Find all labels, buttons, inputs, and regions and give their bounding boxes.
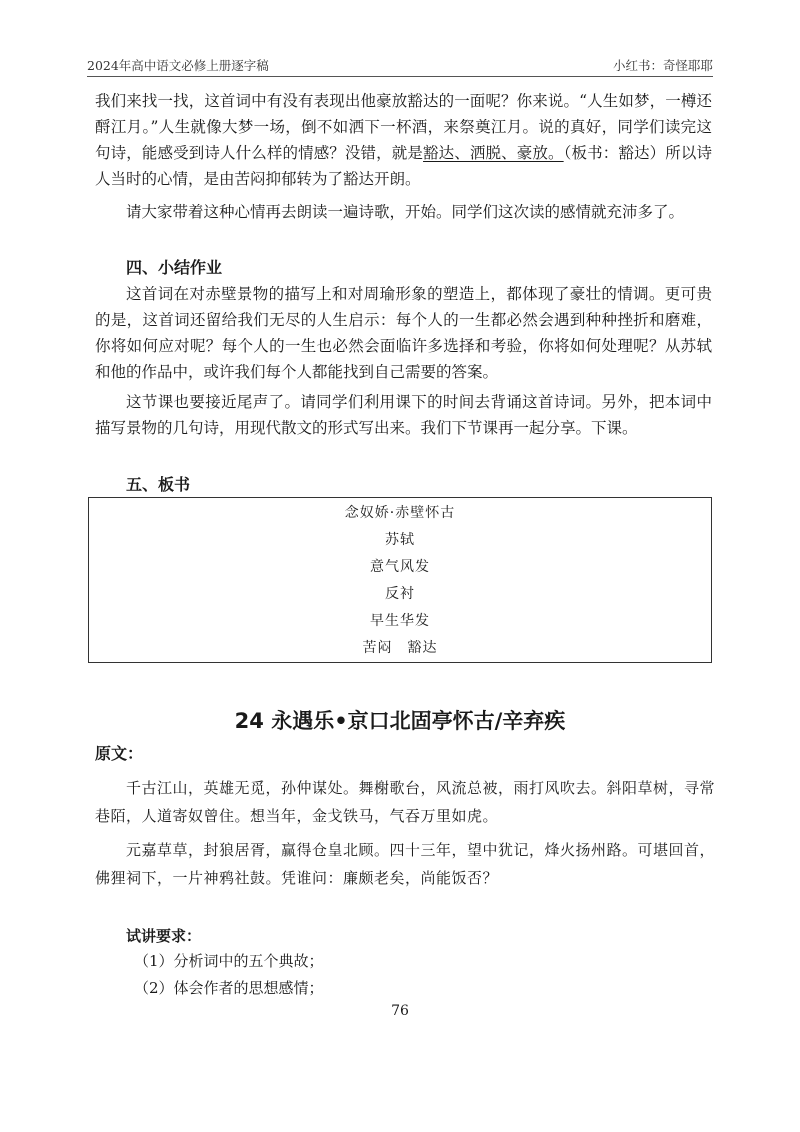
blackboard-box bbox=[88, 497, 712, 663]
requirement-2: （2）体会作者的思想感情； bbox=[134, 979, 324, 997]
intro-paragraph-2: 请大家带着这种心情再去朗读一遍诗歌，开始。同学们这次读的感情就充沛多了。 bbox=[126, 203, 685, 221]
board-line-title: 念奴娇·赤壁怀古 bbox=[344, 505, 456, 521]
intro-text-b: （板书：豁达）所以诗人当时的心情，是由苦闷抑郁转为了豁达开朗。 bbox=[95, 144, 712, 188]
section-4-heading: 四、小结作业 bbox=[126, 258, 223, 277]
board-line-grey-hair: 早生华发 bbox=[370, 613, 430, 629]
board-line-emotions: 苦闷 豁达 bbox=[362, 640, 438, 656]
intro-text-a: 我们来找一找，这首词中有没有表现出他豪放豁达的一面呢？你来说。“人生如梦，一樽还酹江月。”人生就像大梦一场，倒不如洒下一杯酒，来祭奠江月。说的真好，同学们读完这句诗，能感受到诗人什么样的情感？没错，就是 bbox=[95, 92, 712, 162]
intro-paragraph-1 bbox=[95, 88, 712, 192]
section-5-heading: 五、板书 bbox=[126, 475, 191, 494]
board-line-author: 苏轼 bbox=[385, 532, 415, 548]
poem-stanza-2: 元嘉草草，封狼居胥，赢得仓皇北顾。四十三年，望中犹记，烽火扬州路。可堪回首，佛狸祠下，一片神鸦社鼓。凭谁问：廉颇老矣，尚能饭否？ bbox=[95, 841, 716, 887]
original-text-label: 原文： bbox=[95, 744, 144, 763]
page-number: 76 bbox=[391, 1003, 409, 1019]
board-line-spirited: 意气风发 bbox=[370, 559, 430, 575]
requirement-1: （1）分析词中的五个典故； bbox=[134, 952, 324, 970]
header-source: 小红书：奇怪耶耶 bbox=[612, 58, 713, 73]
lesson-24-title: 24 永遇乐•京口北固亭怀古/辛弃疾 bbox=[234, 709, 566, 733]
teaching-requirements-label: 试讲要求： bbox=[126, 927, 202, 945]
poem-stanza-1: 千古江山，英雄无觅，孙仲谋处。舞榭歌台，风流总被，雨打风吹去。斜阳草树，寻常巷陌，人道寄奴曾住。想当年，金戈铁马，气吞万里如虎。 bbox=[95, 779, 716, 825]
board-line-contrast: 反衬 bbox=[385, 586, 415, 602]
section-4-paragraph-2: 这节课也要接近尾声了。请同学们利用课下的时间去背诵这首诗词。另外，把本词中描写景物的几句诗，用现代散文的形式写出来。我们下节课再一起分享。下课。 bbox=[95, 393, 712, 437]
intro-underlined-emotions: 豁达、洒脱、豪放。 bbox=[423, 144, 564, 162]
page-header bbox=[87, 56, 713, 77]
header-doc-title: 2024年高中语文必修上册逐字稿 bbox=[87, 58, 269, 73]
section-4-paragraph-1: 这首词在对赤壁景物的描写上和对周瑜形象的塑造上，都体现了豪壮的情调。更可贵的是，这首词还留给我们无尽的人生启示：每个人的一生都必然会遇到种种挫折和磨难，你将如何应对呢？每个人的一生也必然会面临许多选择和考验，你将如何处理呢？从苏轼和他的作品中，或许我们每个人都能找到自己需要的答案。 bbox=[95, 285, 712, 381]
